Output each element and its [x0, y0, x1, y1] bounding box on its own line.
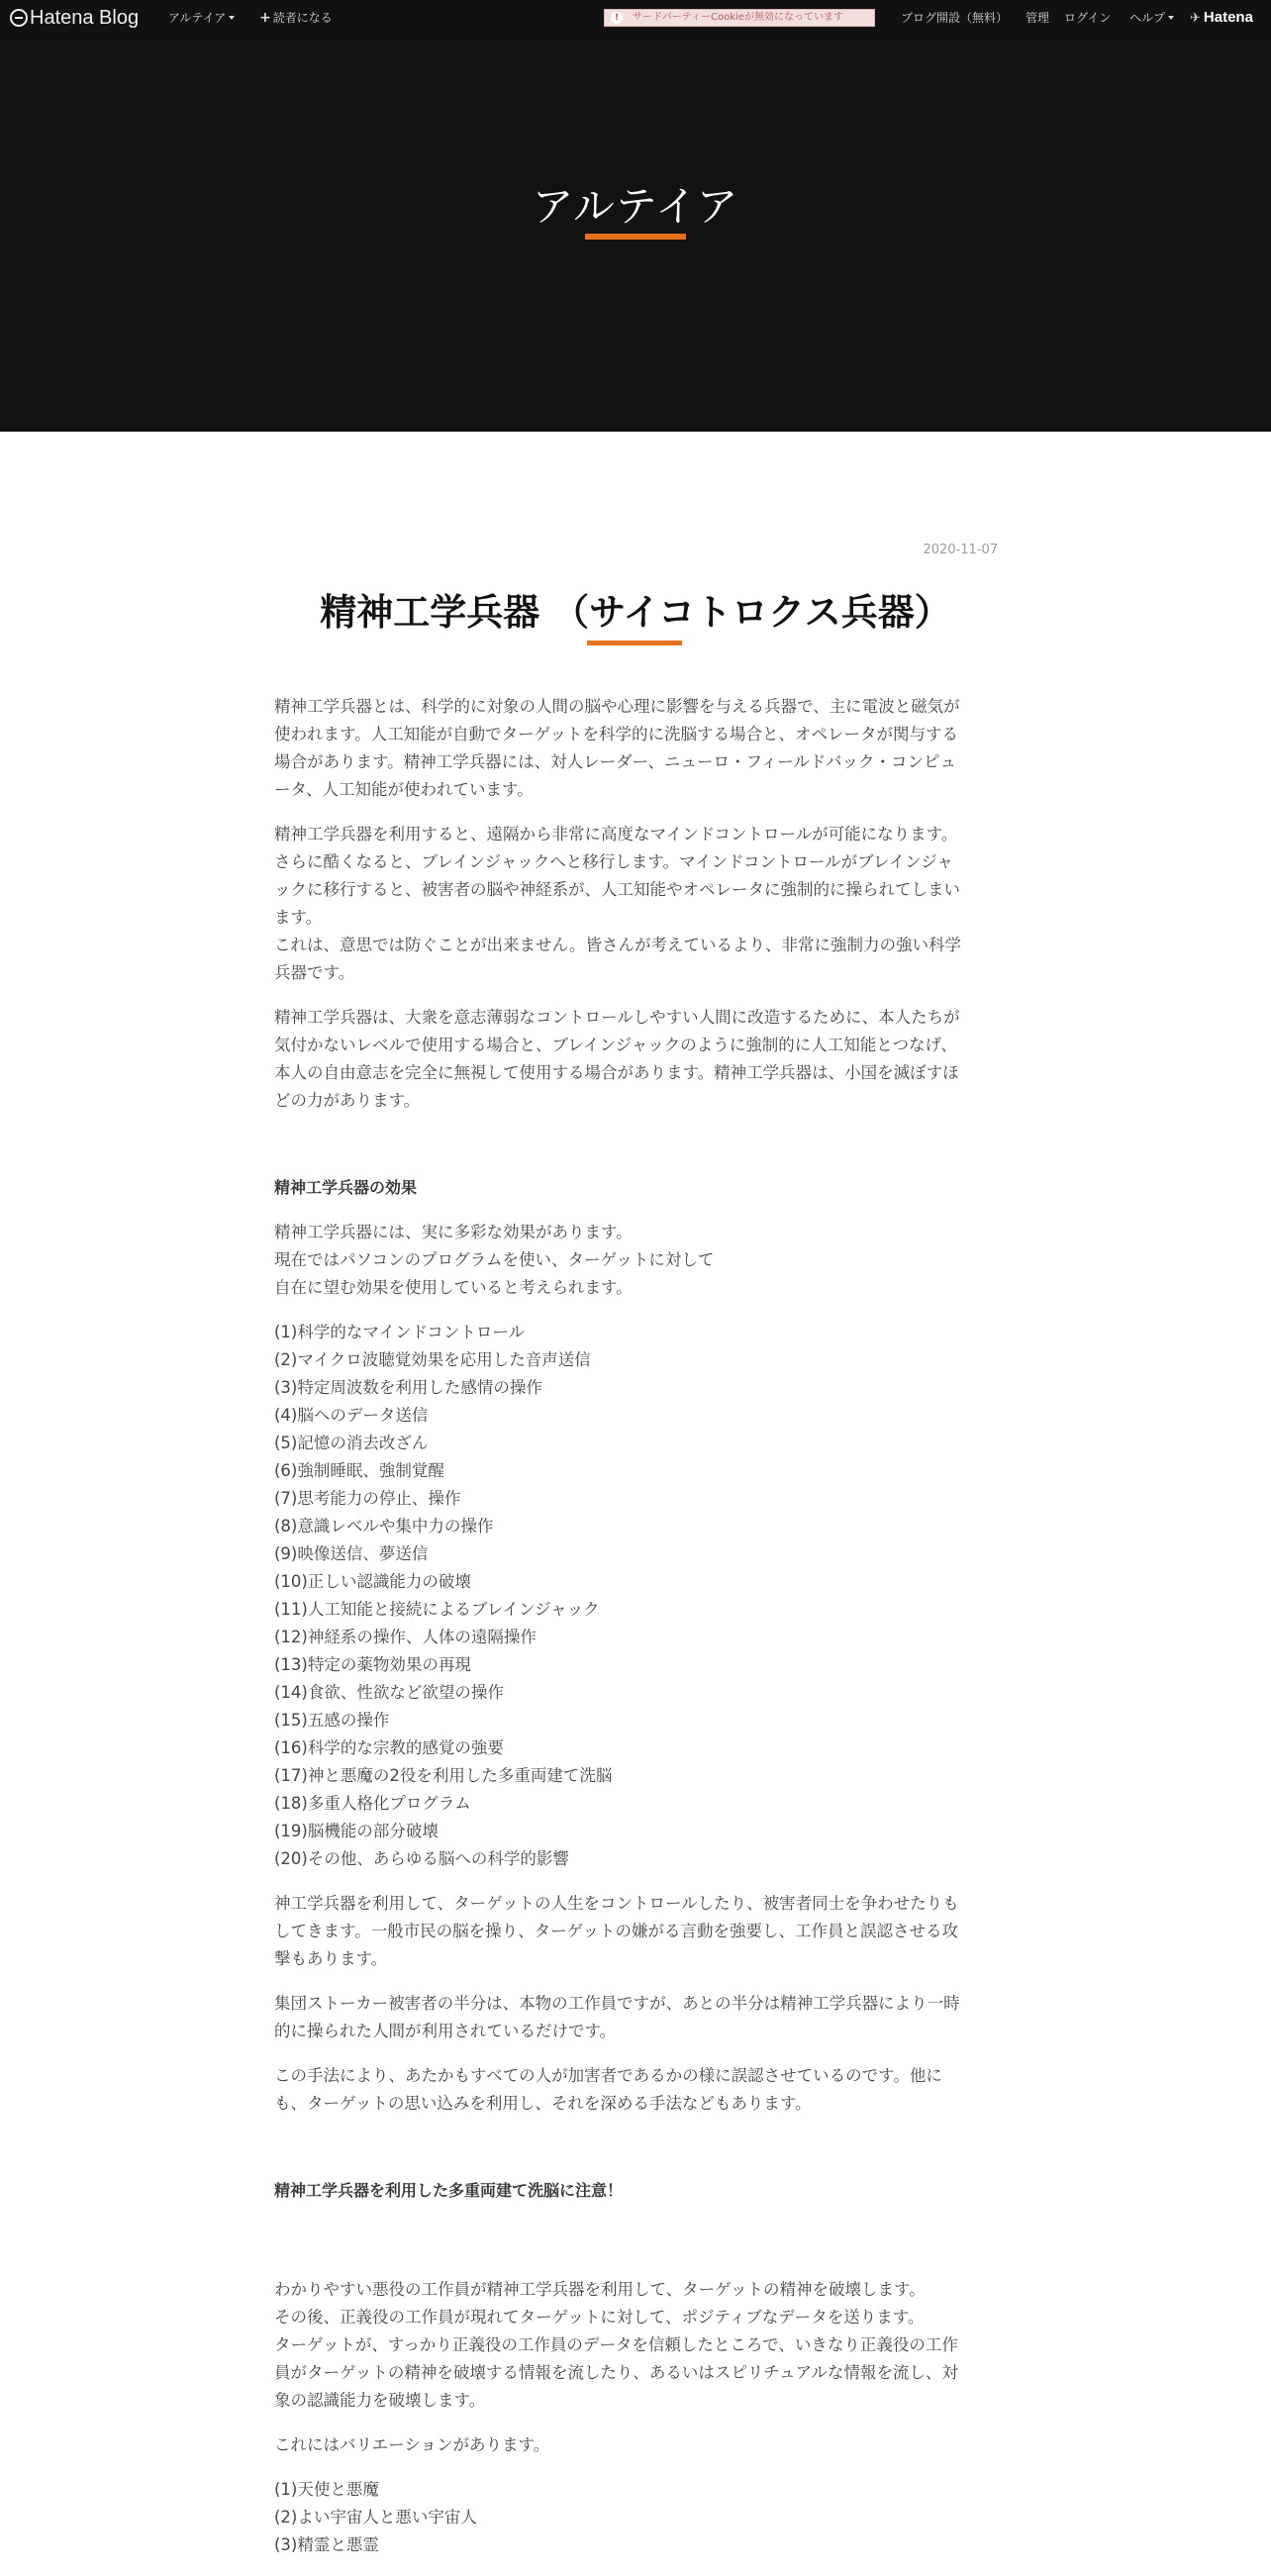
- paragraph: 神工学兵器を利用して、ターゲットの人生をコントロールしたり、被害者同士を争わせたりも してきます。一般市民の脳を操り、ターゲットの嫌がる言動を強要し、工作員と誤認させる攻 撃もあります。: [274, 1894, 959, 1968]
- list-item: (5)記憶の消去改ざん: [274, 1434, 429, 1452]
- caret-down-icon: [229, 16, 235, 20]
- entry-date[interactable]: 2020-11-07: [923, 543, 998, 557]
- paragraph: 集団ストーカー被害者の半分は、本物の工作員ですが、あとの半分は精神工学兵器により一時 的に操られた人間が利用されているだけです。: [274, 1994, 960, 2040]
- info-icon: !: [611, 12, 623, 24]
- list-item: (4)脳へのデータ送信: [274, 1406, 429, 1425]
- variations-list: [274, 2476, 997, 2559]
- list-item: (13)特定の薬物効果の再現: [274, 1655, 471, 1674]
- effects-list: [274, 1319, 997, 1873]
- hatena-blog-logo[interactable]: Hatena Blog: [10, 0, 139, 36]
- paragraph: この手法により、あたかもすべての人が加害者であるかの様に誤認させているのです。他に も、ターゲットの思い込みを利用し、それを深める手法などもあります。: [274, 2066, 942, 2113]
- list-item: (19)脳機能の部分破壊: [274, 1822, 439, 1840]
- list-item: (6)強制睡眠、強制覚醒: [274, 1461, 444, 1480]
- list-item: (2)マイクロ波聴覚効果を応用した音声送信: [274, 1350, 591, 1369]
- global-header: [0, 0, 1271, 36]
- section-heading-warning: 精神工学兵器を利用した多重両建て洗脳に注意！: [274, 2181, 624, 2200]
- login-link[interactable]: ログイン: [1064, 11, 1112, 25]
- list-item: (7)思考能力の停止、操作: [274, 1489, 461, 1508]
- paragraph: 精神工学兵器は、大衆を意志薄弱なコントロールしやすい人間に改造するために、本人たちが 気付かないレベルで使用する場合と、ブレインジャックのように強制的に人工知能とつなげ、 本人の自由意志を完全に無視して使用する場合があります。精神工学兵器は、小国を滅ぼすほ どの力があります。: [274, 1008, 960, 1110]
- entry-content: [274, 693, 997, 2576]
- list-item: (3)精霊と悪霊: [274, 2535, 379, 2554]
- list-item: (3)特定周波数を利用した感情の操作: [274, 1378, 542, 1397]
- list-item: (17)神と悪魔の2役を利用した多重両建て洗脳: [274, 1766, 613, 1785]
- admin-link[interactable]: 管理: [1026, 11, 1050, 25]
- list-item: (20)その他、あらゆる脳への科学的影響: [274, 1849, 569, 1868]
- blog-title[interactable]: アルテイア: [532, 182, 739, 231]
- section-heading-effects: 精神工学兵器の効果: [274, 1178, 418, 1197]
- blog-menu-dropdown[interactable]: アルテイア: [168, 0, 235, 36]
- paragraph: わかりやすい悪役の工作員が精神工学兵器を利用して、ターゲットの精神を破壊します。 その後、正義役の工作員が現れてターゲットに対して、ポジティブなデータを送ります。 ターゲットが、すっかり正義役の工作員のデータを信頼したところで、いきなり正義役の工作 員がターゲットの精神を破壊する情報を流したり、あるいはスピリチュアルな情報を流し、対 象の認識能力を破壊します。: [274, 2280, 958, 2410]
- blog-header: [0, 36, 1271, 432]
- paragraph: 精神工学兵器を利用すると、遠隔から非常に高度なマインドコントロールが可能になります。 さらに酷くなると、ブレインジャックへと移行します。マインドコントロールがブレインジャ ックに移行すると、被害者の脳や神経系が、人工知能やオペレータに強制的に操られてしまい ます。 これは、意思では防ぐことが出来ません。皆さんが考えているより、非常に強制力の強い科学 兵器です。: [274, 825, 961, 982]
- list-item: (14)食欲、性欲など欲望の操作: [274, 1683, 504, 1702]
- title-accent-bar: [585, 234, 686, 240]
- list-item: (15)五感の操作: [274, 1711, 390, 1730]
- help-dropdown[interactable]: ヘルプ: [1129, 0, 1174, 36]
- list-item: (10)正しい認識能力の破壊: [274, 1572, 471, 1591]
- hatena-bird-icon: ✈: [1190, 10, 1201, 25]
- hatena-blog-logo-icon: [10, 9, 28, 27]
- entry-title-accent-bar: [587, 641, 682, 645]
- list-item: (8)意識レベルや集中力の操作: [274, 1517, 494, 1536]
- list-item: (18)多重人格化プログラム: [274, 1794, 471, 1813]
- subscribe-button[interactable]: + 読者になる: [259, 10, 333, 26]
- caret-down-icon: [1168, 16, 1174, 20]
- open-blog-link[interactable]: ブログ開設（無料）: [901, 11, 1009, 25]
- list-item: (9)映像送信、夢送信: [274, 1544, 429, 1563]
- paragraph: 精神工学兵器とは、科学的に対象の人間の脳や心理に影響を与える兵器で、主に電波と磁気が 使われます。人工知能が自動でターゲットを科学的に洗脳する場合と、オペレータが関与する 場合があります。精神工学兵器には、対人レーダー、ニューロ・フィールドバック・コンピュ ータ、人工知能が使われています。: [274, 697, 960, 799]
- list-item: (12)神経系の操作、人体の遠隔操作: [274, 1628, 537, 1646]
- plus-icon: +: [259, 10, 271, 26]
- list-item: (1)科学的なマインドコントロール: [274, 1323, 526, 1341]
- entry-title[interactable]: 精神工学兵器 （サイコトロクス兵器）: [320, 591, 951, 634]
- list-item: (2)よい宇宙人と悪い宇宙人: [274, 2508, 477, 2526]
- cookie-notice[interactable]: ! サードパーティーCookieが無効になっています: [604, 9, 875, 27]
- hatena-logo[interactable]: ✈ Hatena: [1190, 9, 1253, 26]
- paragraph: 精神工学兵器には、実に多彩な効果があります。 現在ではパソコンのプログラムを使い、ターゲットに対して 自在に望む効果を使用していると考えられます。: [274, 1223, 715, 1297]
- list-item: (1)天使と悪魔: [274, 2480, 379, 2499]
- list-item: (16)科学的な宗教的感覚の強要: [274, 1738, 504, 1757]
- paragraph: これにはバリエーションがあります。: [274, 2435, 550, 2454]
- list-item: (11)人工知能と接続によるブレインジャック: [274, 1600, 600, 1619]
